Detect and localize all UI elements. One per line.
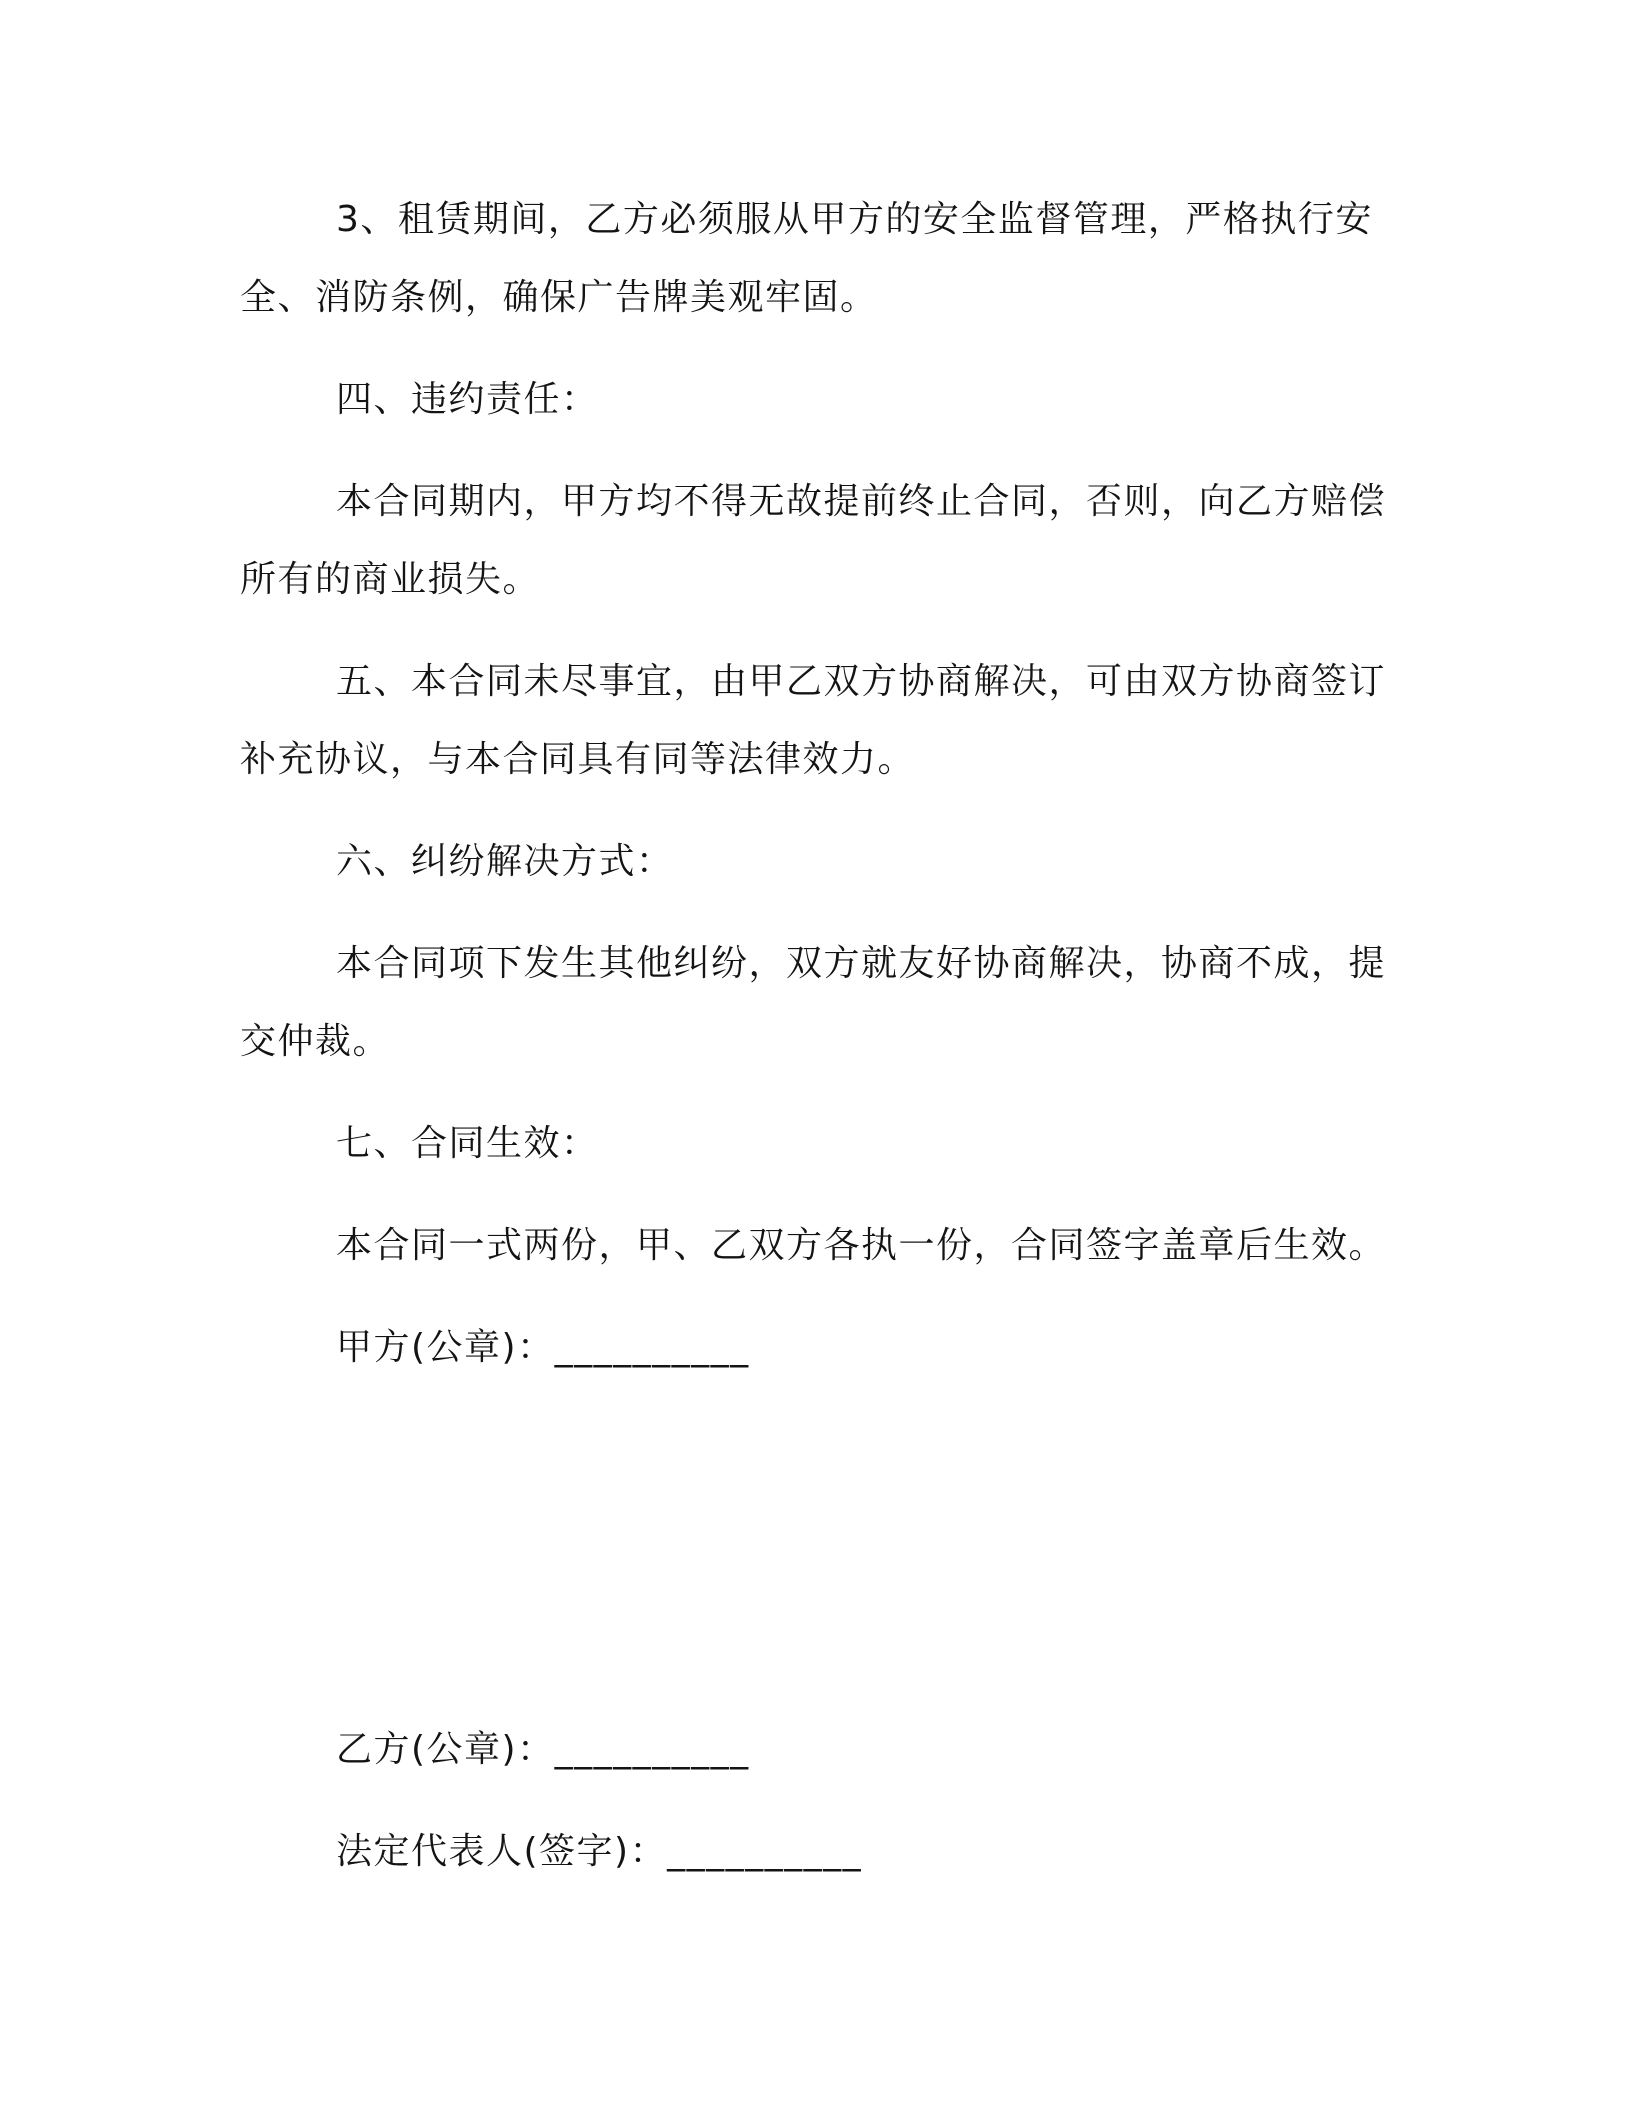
section-5-line-1: 五、本合同未尽事宜，由甲乙双方协商解决，可由双方协商签订 [336,661,1387,702]
section-7-body: 本合同一式两份，甲、乙双方各执一份，合同签字盖章后生效。 [336,1225,1387,1266]
section-6-body-line-2: 交仲裁。 [240,1021,391,1062]
section-7-heading: 七、合同生效： [336,1123,599,1164]
party-b-seal-line: 乙方(公章)：__________ [336,1729,750,1770]
section-4-body-line-1: 本合同期内，甲方均不得无故提前终止合同，否则，向乙方赔偿 [336,481,1387,522]
legal-representative-signature-line: 法定代表人(签字)：__________ [336,1831,863,1872]
section-6-heading: 六、纠纷解决方式： [336,841,674,882]
party-a-seal-line: 甲方(公章)：__________ [336,1327,750,1368]
section-5-line-2: 补充协议，与本合同具有同等法律效力。 [240,739,916,780]
section-6-body-line-1: 本合同项下发生其他纠纷，双方就友好协商解决，协商不成，提 [336,943,1387,984]
section-4-heading: 四、违约责任： [336,379,599,420]
section-4-body-line-2: 所有的商业损失。 [240,559,541,600]
clause-3-line-1: 3、租赁期间，乙方必须服从甲方的安全监督管理，严格执行安 [336,199,1373,240]
clause-3-line-2: 全、消防条例，确保广告牌美观牢固。 [240,277,878,318]
